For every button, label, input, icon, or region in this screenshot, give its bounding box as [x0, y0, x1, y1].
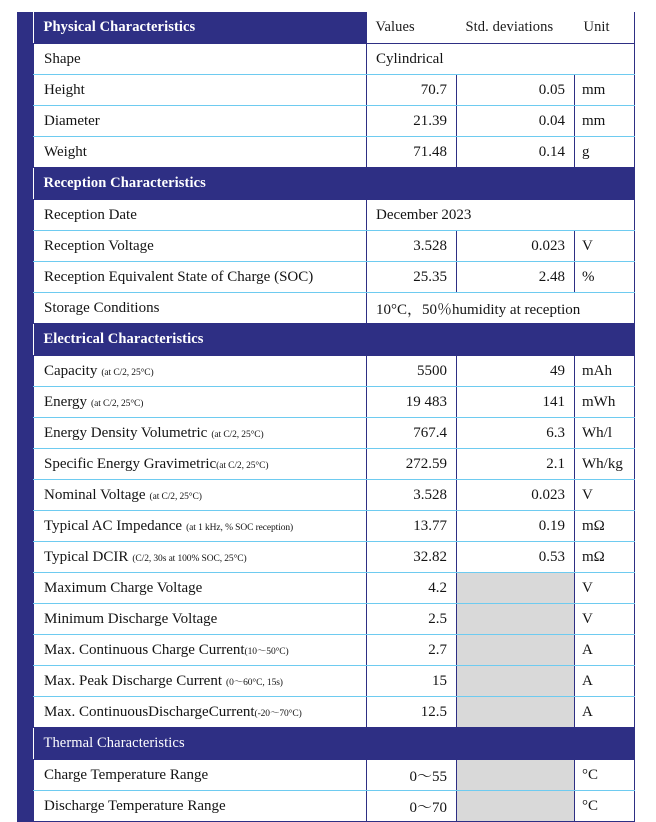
row-std-deviation [457, 604, 575, 635]
section-title-thermal: Thermal Characteristics [34, 728, 635, 760]
row-value: 25.35 [367, 262, 457, 293]
table-row [34, 200, 635, 231]
row-label: Energy Density Volumetric (at C/2, 25°C) [34, 418, 367, 449]
row-value: 5500 [367, 356, 457, 387]
row-std-deviation: 0.023 [457, 480, 575, 511]
table-row [34, 106, 635, 137]
row-value: 12.5 [367, 697, 457, 728]
row-std-deviation: 0.53 [457, 542, 575, 573]
table-row [34, 356, 635, 387]
row-label: Weight [34, 137, 367, 168]
table-row [34, 573, 635, 604]
row-unit: g [575, 137, 635, 168]
row-label: Capacity (at C/2, 25°C) [34, 356, 367, 387]
table-row [34, 137, 635, 168]
row-unit: °C [575, 791, 635, 822]
row-value: 3.528 [367, 480, 457, 511]
row-std-deviation: 0.14 [457, 137, 575, 168]
table-row [34, 231, 635, 262]
row-unit: mAh [575, 356, 635, 387]
row-spanned-value: Cylindrical [367, 44, 635, 75]
row-label: Typical AC Impedance (at 1 kHz, % SOC reception) [34, 511, 367, 542]
row-label: Max. Continuous Charge Current(10～50°C) [34, 635, 367, 666]
section-title-reception: Reception Characteristics [34, 168, 635, 200]
row-value: 15 [367, 666, 457, 697]
row-label: Reception Voltage [34, 231, 367, 262]
table-row [34, 760, 635, 791]
table-row [34, 511, 635, 542]
row-unit: mm [575, 75, 635, 106]
row-condition-note: (at C/2, 25°C) [216, 460, 269, 471]
row-value: 19 483 [367, 387, 457, 418]
row-std-deviation [457, 573, 575, 604]
row-value: 71.48 [367, 137, 457, 168]
row-std-deviation: 6.3 [457, 418, 575, 449]
row-std-deviation: 0.04 [457, 106, 575, 137]
row-std-deviation: 49 [457, 356, 575, 387]
row-label: Height [34, 75, 367, 106]
row-label: Reception Date [34, 200, 367, 231]
table-row [34, 262, 635, 293]
row-std-deviation [457, 760, 575, 791]
section-header-physical [34, 12, 635, 44]
row-value: 272.59 [367, 449, 457, 480]
table-row [34, 293, 635, 324]
row-value: 70.7 [367, 75, 457, 106]
row-std-deviation: 2.48 [457, 262, 575, 293]
table-row [34, 44, 635, 75]
row-label: Specific Energy Gravimetric(at C/2, 25°C) [34, 449, 367, 480]
table-row [34, 666, 635, 697]
row-value: 13.77 [367, 511, 457, 542]
row-condition-note: (at C/2, 25°C) [211, 429, 264, 440]
row-condition-note: (at C/2, 25°C) [91, 398, 144, 409]
section-header-electrical [34, 324, 635, 356]
row-label: Charge Temperature Range [34, 760, 367, 791]
row-value: 3.528 [367, 231, 457, 262]
row-unit: A [575, 635, 635, 666]
row-unit: mΩ [575, 511, 635, 542]
row-label: Diameter [34, 106, 367, 137]
row-spanned-value: 10°C，50％humidity at reception [367, 293, 635, 324]
table-row [34, 75, 635, 106]
column-header-values: Values [367, 12, 457, 44]
row-unit: V [575, 231, 635, 262]
row-unit: V [575, 480, 635, 511]
row-unit: mWh [575, 387, 635, 418]
row-label: Max. Peak Discharge Current (0～60°C, 15s) [34, 666, 367, 697]
row-condition-note: (at C/2, 25°C) [149, 491, 202, 502]
section-header-thermal [34, 728, 635, 760]
row-value: 767.4 [367, 418, 457, 449]
row-unit: Wh/l [575, 418, 635, 449]
row-condition-note: (at C/2, 25°C) [101, 367, 154, 378]
row-std-deviation: 141 [457, 387, 575, 418]
row-std-deviation: 0.19 [457, 511, 575, 542]
column-header-unit: Unit [575, 12, 635, 44]
row-label: Max. ContinuousDischargeCurrent(-20～70°C) [34, 697, 367, 728]
row-unit: °C [575, 760, 635, 791]
table-row [34, 418, 635, 449]
row-condition-note: (0～60°C, 15s) [226, 677, 283, 688]
row-condition-note: (at 1 kHz, % SOC reception) [186, 522, 294, 533]
row-label: Reception Equivalent State of Charge (SOC) [34, 262, 367, 293]
row-value: 0～70 [367, 791, 457, 822]
row-label: Maximum Charge Voltage [34, 573, 367, 604]
table-row [34, 604, 635, 635]
row-value: 0～55 [367, 760, 457, 791]
row-std-deviation [457, 697, 575, 728]
row-unit: V [575, 604, 635, 635]
table-row [34, 542, 635, 573]
row-label: Nominal Voltage (at C/2, 25°C) [34, 480, 367, 511]
row-spanned-value: December 2023 [367, 200, 635, 231]
row-value: 4.2 [367, 573, 457, 604]
row-label: Minimum Discharge Voltage [34, 604, 367, 635]
table-row [34, 791, 635, 822]
table-row [34, 697, 635, 728]
row-unit: mΩ [575, 542, 635, 573]
row-std-deviation [457, 791, 575, 822]
specification-sheet [17, 12, 634, 822]
row-std-deviation: 2.1 [457, 449, 575, 480]
row-label: Energy (at C/2, 25°C) [34, 387, 367, 418]
row-value: 32.82 [367, 542, 457, 573]
row-value: 2.7 [367, 635, 457, 666]
table-row [34, 635, 635, 666]
row-unit: A [575, 697, 635, 728]
row-unit: mm [575, 106, 635, 137]
row-std-deviation: 0.023 [457, 231, 575, 262]
row-value: 21.39 [367, 106, 457, 137]
row-unit: V [575, 573, 635, 604]
row-unit: % [575, 262, 635, 293]
table-row [34, 449, 635, 480]
section-title-electrical: Electrical Characteristics [34, 324, 635, 356]
column-header-std-deviations: Std. deviations [457, 12, 575, 44]
row-std-deviation: 0.05 [457, 75, 575, 106]
row-std-deviation [457, 666, 575, 697]
row-condition-note: (10～50°C) [244, 646, 289, 657]
specification-table [33, 12, 635, 822]
row-condition-note: (C/2, 30s at 100% SOC, 25°C) [132, 553, 247, 564]
section-header-reception [34, 168, 635, 200]
row-unit: A [575, 666, 635, 697]
row-unit: Wh/kg [575, 449, 635, 480]
table-row [34, 387, 635, 418]
table-row [34, 480, 635, 511]
section-title-physical: Physical Characteristics [34, 12, 367, 44]
row-value: 2.5 [367, 604, 457, 635]
row-label: Discharge Temperature Range [34, 791, 367, 822]
row-label: Shape [34, 44, 367, 75]
row-condition-note: (-20～70°C) [254, 708, 302, 719]
row-label: Storage Conditions [34, 293, 367, 324]
row-label: Typical DCIR (C/2, 30s at 100% SOC, 25°C) [34, 542, 367, 573]
row-std-deviation [457, 635, 575, 666]
